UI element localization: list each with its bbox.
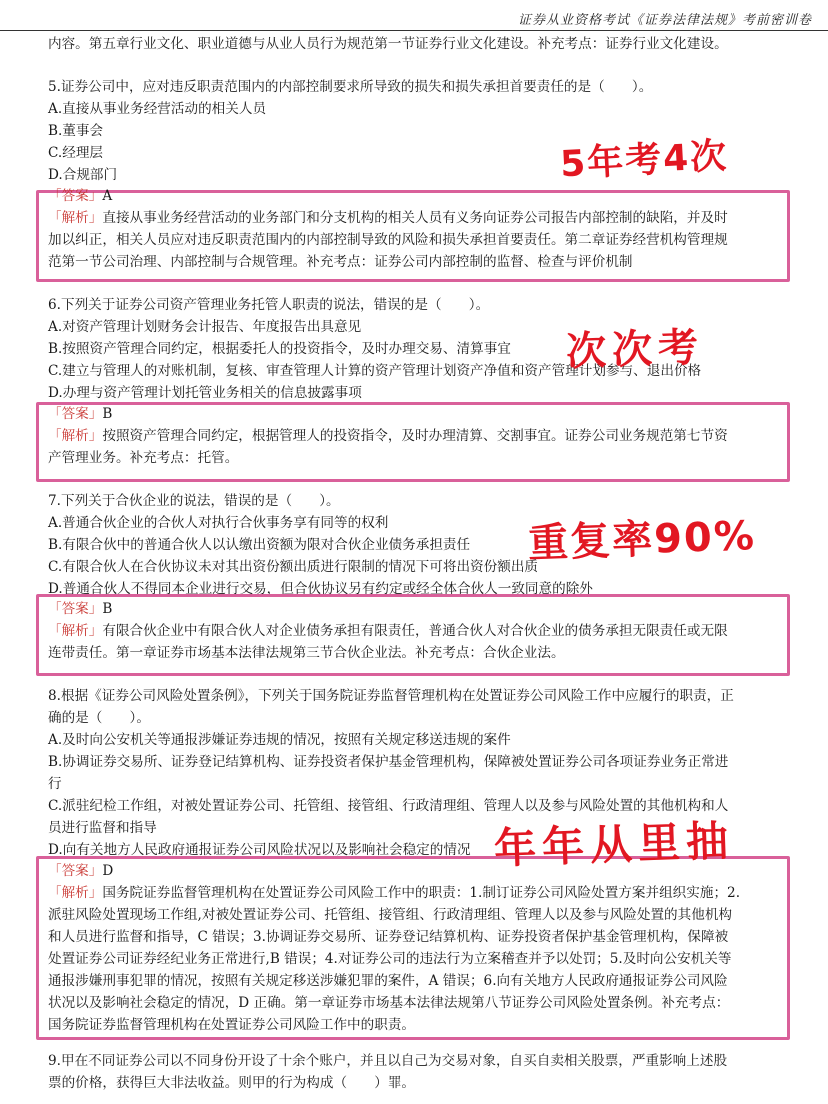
q7-question: 7.下列关于合伙企业的说法，错误的是（ ）。	[48, 493, 340, 509]
q7-option-d: D.普通合伙人不得同本企业进行交易，但合伙协议另有约定或经全体合伙人一致同意的除外	[48, 581, 593, 597]
q9-question-line-2: 票的价格，获得巨大非法收益。则甲的行为构成（ ）罪。	[48, 1075, 416, 1091]
annotation-5-years-4-times: 5年考4次	[559, 135, 730, 186]
q8-option-b-cont: 行	[48, 776, 62, 792]
q8-answer-label: 「答案」	[48, 863, 103, 879]
q7-answer-row	[48, 598, 112, 620]
q8-analysis-line-4: 处置证券公司证券经纪业务正常进行,B 错误；4.对证券公司的违法行为立案稽查并予以处罚；5.及时向公安机关等	[48, 951, 732, 967]
q8-answer: D	[102, 863, 114, 879]
annotation-repeat-rate: 重复率90%	[527, 513, 757, 567]
q8-analysis-line-5: 通报涉嫌刑事犯罪的情况，按照有关规定移送涉嫌犯罪的案件，A 错误；6.向有关地方人民政府通报证券公司风险	[48, 973, 728, 989]
q5-analysis-label: 「解析」	[48, 210, 103, 226]
q6-option-d: D.办理与资产管理计划托管业务相关的信息披露事项	[48, 385, 362, 401]
q6-option-c: C.建立与管理人的对账机制，复核、审查管理人计算的资产管理计划资产净值和资产管理计划参与、退出价格	[48, 363, 702, 379]
q5-analysis-text-1: 直接从事业务经营活动的业务部门和分支机构的相关人员有义务向证券公司报告内部控制的缺陷，并及时	[102, 210, 728, 226]
q7-analysis-text-1: 有限合伙企业中有限合伙人对企业债务承担有限责任，普通合伙人对合伙企业的债务承担无限责任或无限	[102, 623, 728, 639]
intro-line: 内容。第五章行业文化、职业道德与从业人员行为规范第一节证券行业文化建设。补充考点：证券行业文化建设。	[48, 36, 728, 52]
q5-answer-row	[48, 185, 112, 207]
q5-option-d: D.合规部门	[48, 167, 118, 183]
q7-answer-label: 「答案」	[48, 601, 103, 617]
q8-option-c: C.派驻纪检工作组，对被处置证券公司、托管组、接管组、行政清理组、管理人以及参与风险处置的其他机构和人	[48, 798, 729, 814]
q5-option-c: C.经理层	[48, 145, 104, 161]
q6-option-a: A.对资产管理计划财务会计报告、年度报告出具意见	[48, 319, 362, 335]
q6-answer-label: 「答案」	[48, 406, 103, 422]
q6-answer-row	[48, 403, 112, 425]
header-title: 证券从业资格考试《证券法律法规》考前密训卷	[517, 13, 812, 28]
q5-option-b: B.董事会	[48, 123, 104, 139]
q9-question-line-1: 9.甲在不同证券公司以不同身份开设了十余个账户，并且以自己为交易对象，自买自卖相关股票，严重影响上述股	[48, 1053, 728, 1069]
q8-option-b: B.协调证券交易所、证券登记结算机构、证券投资者保护基金管理机构，保障被处置证券公司各项证券业务正常进	[48, 754, 729, 770]
q8-analysis-label: 「解析」	[48, 885, 103, 901]
q5-question: 5.证券公司中，应对违反职责范围内的内部控制要求所导致的损失和损失承担首要责任的是（ ）。	[48, 79, 653, 95]
q6-analysis-line-2: 产管理业务。补充考点：托管。	[48, 450, 239, 466]
q7-analysis-label: 「解析」	[48, 623, 103, 639]
q8-option-c-cont: 员进行监督和指导	[48, 820, 157, 836]
q8-analysis-line-3: 和人员进行监督和指导，C 错误；3.协调证券交易所、证券登记结算机构、证券投资者保护基金管理机构，保障被	[48, 929, 729, 945]
q7-option-a: A.普通合伙企业的合伙人对执行合伙事务享有同等的权利	[48, 515, 389, 531]
q6-option-b: B.按照资产管理合同约定，根据委托人的投资指令，及时办理交易、清算事宜	[48, 341, 511, 357]
annotation-every-time: 次次考	[565, 324, 705, 376]
q5-analysis-line-3: 范第一节公司治理、内部控制与合规管理。补充考点：证券公司内部控制的监督、检查与评价机制	[48, 254, 633, 270]
q7-analysis-line-2: 连带责任。第一章证券市场基本法律法规第三节合伙企业法。补充考点：合伙企业法。	[48, 645, 565, 661]
q7-analysis-line-1	[48, 620, 728, 642]
q6-analysis-line-1	[48, 425, 728, 447]
q6-answer: B	[102, 406, 113, 422]
q7-option-c: C.有限合伙人在合伙协议未对其出资份额出质进行限制的情况下可将出资份额出质	[48, 559, 539, 575]
q5-option-a: A.直接从事业务经营活动的相关人员	[48, 101, 267, 117]
q8-answer-row	[48, 860, 113, 882]
q6-analysis-text-1: 按照资产管理合同约定，根据管理人的投资指令，及时办理清算、交割事宜。证券公司业务规范第七节资	[102, 428, 728, 444]
annotation-every-year: 年年从里抽	[493, 815, 735, 874]
q8-analysis-text-1: 国务院证券监督管理机构在处置证券公司风险工作中的职责：1.制订证券公司风险处置方案并组织实施；2.	[102, 885, 741, 901]
q8-question-line-2: 确的是（ ）。	[48, 710, 150, 726]
page-header	[0, 0, 828, 31]
q7-answer: B	[102, 601, 113, 617]
q8-analysis-line-1	[48, 882, 740, 904]
q8-option-a: A.及时向公安机关等通报涉嫌证券违规的情况，按照有关规定移送违规的案件	[48, 732, 511, 748]
q6-analysis-label: 「解析」	[48, 428, 103, 444]
q8-option-d: D.向有关地方人民政府通报证券公司风险状况以及影响社会稳定的情况	[48, 842, 471, 858]
q5-answer: A	[102, 188, 113, 204]
q6-question: 6.下列关于证券公司资产管理业务托管人职责的说法，错误的是（ ）。	[48, 297, 490, 313]
q5-analysis-line-2: 加以纠正，相关人员应对违反职责范围内的内部控制导致的风险和损失承担首要责任。第二章证券经营机构管理规	[48, 232, 728, 248]
q8-analysis-line-6: 状况以及影响社会稳定的情况，D 正确。第一章证券市场基本法律法规第八节证券公司风险处置条例。补充考点：	[48, 995, 730, 1011]
q8-analysis-line-7: 国务院证券监督管理机构在处置证券公司风险工作中的职责。	[48, 1017, 416, 1033]
q8-question-line-1: 8.根据《证券公司风险处置条例》，下列关于国务院证券监督管理机构在处置证券公司风险工作中应履行的职责，正	[48, 688, 734, 704]
q5-answer-label: 「答案」	[48, 188, 103, 204]
q8-analysis-line-2: 派驻风险处置现场工作组,对被处置证券公司、托管组、接管组、行政清理组、管理人以及参与风险处置的其他机构	[48, 907, 733, 923]
q7-option-b: B.有限合伙中的普通合伙人以认缴出资额为限对合伙企业债务承担责任	[48, 537, 471, 553]
q5-analysis-line-1	[48, 207, 728, 229]
